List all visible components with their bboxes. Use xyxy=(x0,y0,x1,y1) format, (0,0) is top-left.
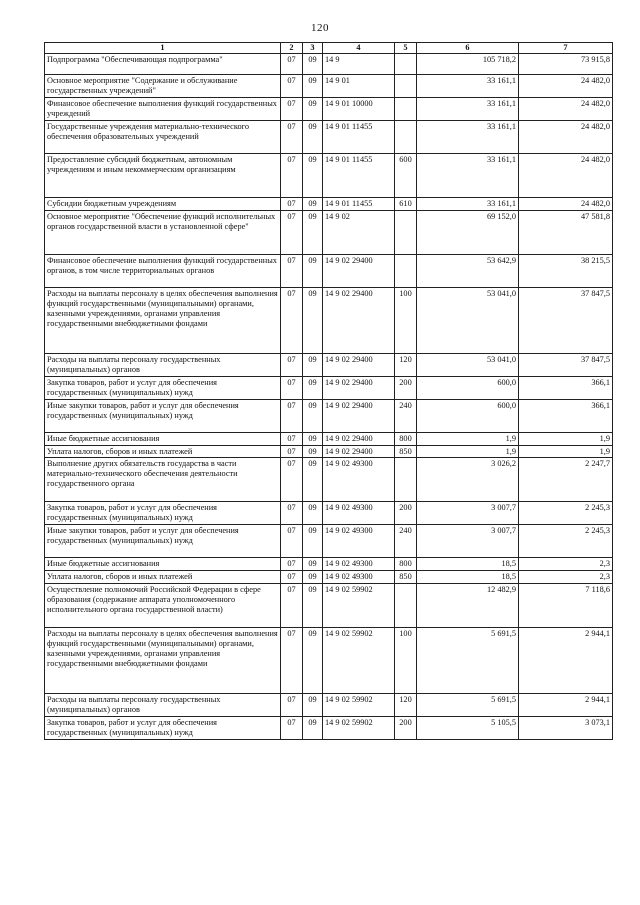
expense-type-code: 610 xyxy=(395,197,417,210)
expense-type-code: 800 xyxy=(395,558,417,571)
amount-col6: 1,9 xyxy=(417,445,519,458)
section-code: 07 xyxy=(281,717,303,740)
target-article-code: 14 9 02 59902 xyxy=(323,717,395,740)
section-code: 07 xyxy=(281,376,303,399)
amount-col7: 1,9 xyxy=(519,432,613,445)
header-row xyxy=(45,43,613,54)
table-row xyxy=(45,525,613,558)
table-row xyxy=(45,54,613,75)
item-name: Расходы на выплаты персоналу государственных (муниципальных) органов xyxy=(45,353,281,376)
table-row xyxy=(45,458,613,502)
expense-type-code: 200 xyxy=(395,376,417,399)
subsection-code: 09 xyxy=(303,54,323,75)
table-row xyxy=(45,210,613,254)
amount-col7: 47 581,8 xyxy=(519,210,613,254)
target-article-code: 14 9 01 11455 xyxy=(323,153,395,197)
expense-type-code: 100 xyxy=(395,628,417,694)
target-article-code: 14 9 02 59902 xyxy=(323,694,395,717)
section-code: 07 xyxy=(281,694,303,717)
amount-col6: 12 482,9 xyxy=(417,584,519,628)
section-code: 07 xyxy=(281,628,303,694)
amount-col6: 53 642,9 xyxy=(417,254,519,287)
expense-type-code xyxy=(395,458,417,502)
item-name: Иные закупки товаров, работ и услуг для обеспечения государственных (муниципальных) нужд xyxy=(45,525,281,558)
subsection-code: 09 xyxy=(303,502,323,525)
section-code: 07 xyxy=(281,399,303,432)
amount-col7: 366,1 xyxy=(519,376,613,399)
item-name: Закупка товаров, работ и услуг для обеспечения государственных (муниципальных) нужд xyxy=(45,717,281,740)
target-article-code: 14 9 01 xyxy=(323,75,395,98)
amount-col7: 2 944,1 xyxy=(519,694,613,717)
item-name: Финансовое обеспечение выполнения функций государственных органов, в том числе территориальных органов xyxy=(45,254,281,287)
item-name: Осуществление полномочий Российской Федерации в сфере образования (содержание аппарата уполномоченного исполнительного органа государственной власти) xyxy=(45,584,281,628)
table-row xyxy=(45,445,613,458)
expense-type-code xyxy=(395,254,417,287)
subsection-code: 09 xyxy=(303,717,323,740)
amount-col6: 33 161,1 xyxy=(417,97,519,120)
subsection-code: 09 xyxy=(303,120,323,153)
item-name: Финансовое обеспечение выполнения функций государственных учреждений xyxy=(45,97,281,120)
amount-col7: 24 482,0 xyxy=(519,120,613,153)
table-row xyxy=(45,399,613,432)
item-name: Государственные учреждения материально-технического обеспечения образовательных учреждений xyxy=(45,120,281,153)
expense-type-code: 800 xyxy=(395,432,417,445)
item-name: Расходы на выплаты персоналу государственных (муниципальных) органов xyxy=(45,694,281,717)
subsection-code: 09 xyxy=(303,197,323,210)
subsection-code: 09 xyxy=(303,432,323,445)
expense-type-code: 120 xyxy=(395,694,417,717)
table-row xyxy=(45,97,613,120)
table-row xyxy=(45,197,613,210)
amount-col6: 600,0 xyxy=(417,376,519,399)
amount-col6: 5 691,5 xyxy=(417,694,519,717)
target-article-code: 14 9 02 59902 xyxy=(323,628,395,694)
target-article-code: 14 9 02 49300 xyxy=(323,502,395,525)
amount-col6: 33 161,1 xyxy=(417,197,519,210)
item-name: Иные закупки товаров, работ и услуг для обеспечения государственных (муниципальных) нужд xyxy=(45,399,281,432)
amount-col7: 2 944,1 xyxy=(519,628,613,694)
amount-col6: 3 007,7 xyxy=(417,525,519,558)
target-article-code: 14 9 02 29400 xyxy=(323,399,395,432)
target-article-code: 14 9 01 10000 xyxy=(323,97,395,120)
section-code: 07 xyxy=(281,120,303,153)
subsection-code: 09 xyxy=(303,97,323,120)
subsection-code: 09 xyxy=(303,75,323,98)
table-row xyxy=(45,584,613,628)
section-code: 07 xyxy=(281,558,303,571)
amount-col6: 3 007,7 xyxy=(417,502,519,525)
expense-type-code: 200 xyxy=(395,502,417,525)
amount-col7: 3 073,1 xyxy=(519,717,613,740)
item-name: Основное мероприятие "Обеспечение функций исполнительных органов государственной власти в установленной сфере" xyxy=(45,210,281,254)
item-name: Расходы на выплаты персоналу в целях обеспечения выполнения функций государственными (муниципальными) органами, казенными учреждениями, органами управления государственными внебюджетными фондами xyxy=(45,628,281,694)
item-name: Подпрограмма "Обеспечивающая подпрограмма" xyxy=(45,54,281,75)
amount-col6: 33 161,1 xyxy=(417,120,519,153)
subsection-code: 09 xyxy=(303,210,323,254)
table-row xyxy=(45,376,613,399)
expense-type-code: 120 xyxy=(395,353,417,376)
table-row xyxy=(45,353,613,376)
expense-type-code xyxy=(395,210,417,254)
item-name: Предоставление субсидий бюджетным, автономным учреждениям и иным некоммерческим организациям xyxy=(45,153,281,197)
table-row xyxy=(45,717,613,740)
table-row xyxy=(45,254,613,287)
subsection-code: 09 xyxy=(303,254,323,287)
item-name: Иные бюджетные ассигнования xyxy=(45,432,281,445)
amount-col6: 53 041,0 xyxy=(417,287,519,353)
amount-col6: 53 041,0 xyxy=(417,353,519,376)
subsection-code: 09 xyxy=(303,445,323,458)
table-row xyxy=(45,628,613,694)
section-code: 07 xyxy=(281,287,303,353)
column-header: 3 xyxy=(303,43,323,54)
item-name: Закупка товаров, работ и услуг для обеспечения государственных (муниципальных) нужд xyxy=(45,376,281,399)
section-code: 07 xyxy=(281,97,303,120)
table-body xyxy=(45,54,613,740)
section-code: 07 xyxy=(281,458,303,502)
section-code: 07 xyxy=(281,502,303,525)
amount-col7: 38 215,5 xyxy=(519,254,613,287)
column-header: 7 xyxy=(519,43,613,54)
expense-type-code: 240 xyxy=(395,525,417,558)
amount-col7: 1,9 xyxy=(519,445,613,458)
column-header: 2 xyxy=(281,43,303,54)
amount-col6: 105 718,2 xyxy=(417,54,519,75)
target-article-code: 14 9 02 29400 xyxy=(323,353,395,376)
section-code: 07 xyxy=(281,584,303,628)
table-row xyxy=(45,287,613,353)
section-code: 07 xyxy=(281,445,303,458)
amount-col6: 5 105,5 xyxy=(417,717,519,740)
page-number: 120 xyxy=(311,22,329,34)
table-row xyxy=(45,558,613,571)
subsection-code: 09 xyxy=(303,525,323,558)
table-row xyxy=(45,571,613,584)
amount-col7: 73 915,8 xyxy=(519,54,613,75)
target-article-code: 14 9 02 xyxy=(323,210,395,254)
budget-table xyxy=(44,42,613,740)
amount-col7: 2 245,3 xyxy=(519,502,613,525)
table-row xyxy=(45,432,613,445)
amount-col7: 366,1 xyxy=(519,399,613,432)
table-row xyxy=(45,502,613,525)
amount-col7: 37 847,5 xyxy=(519,353,613,376)
expense-type-code: 200 xyxy=(395,717,417,740)
expense-type-code: 850 xyxy=(395,445,417,458)
subsection-code: 09 xyxy=(303,353,323,376)
section-code: 07 xyxy=(281,254,303,287)
amount-col7: 2 245,3 xyxy=(519,525,613,558)
amount-col6: 18,5 xyxy=(417,571,519,584)
table-row xyxy=(45,153,613,197)
target-article-code: 14 9 02 59902 xyxy=(323,584,395,628)
item-name: Расходы на выплаты персоналу в целях обеспечения выполнения функций государственными (муниципальными) органами, казенными учреждениями, органами управления государственными внебюджетными фондами xyxy=(45,287,281,353)
section-code: 07 xyxy=(281,210,303,254)
subsection-code: 09 xyxy=(303,628,323,694)
expense-type-code: 600 xyxy=(395,153,417,197)
column-header: 4 xyxy=(323,43,395,54)
expense-type-code: 100 xyxy=(395,287,417,353)
expense-type-code: 850 xyxy=(395,571,417,584)
amount-col6: 600,0 xyxy=(417,399,519,432)
section-code: 07 xyxy=(281,432,303,445)
target-article-code: 14 9 02 49300 xyxy=(323,525,395,558)
amount-col7: 2 247,7 xyxy=(519,458,613,502)
section-code: 07 xyxy=(281,525,303,558)
target-article-code: 14 9 02 29400 xyxy=(323,376,395,399)
expense-type-code xyxy=(395,75,417,98)
amount-col7: 24 482,0 xyxy=(519,75,613,98)
subsection-code: 09 xyxy=(303,458,323,502)
subsection-code: 09 xyxy=(303,376,323,399)
subsection-code: 09 xyxy=(303,399,323,432)
section-code: 07 xyxy=(281,353,303,376)
amount-col7: 37 847,5 xyxy=(519,287,613,353)
subsection-code: 09 xyxy=(303,694,323,717)
subsection-code: 09 xyxy=(303,287,323,353)
expense-type-code: 240 xyxy=(395,399,417,432)
table-row xyxy=(45,75,613,98)
expense-type-code xyxy=(395,54,417,75)
section-code: 07 xyxy=(281,197,303,210)
section-code: 07 xyxy=(281,153,303,197)
target-article-code: 14 9 01 11455 xyxy=(323,197,395,210)
amount-col7: 24 482,0 xyxy=(519,153,613,197)
amount-col6: 33 161,1 xyxy=(417,75,519,98)
amount-col7: 7 118,6 xyxy=(519,584,613,628)
amount-col6: 18,5 xyxy=(417,558,519,571)
target-article-code: 14 9 02 29400 xyxy=(323,287,395,353)
expense-type-code xyxy=(395,97,417,120)
subsection-code: 09 xyxy=(303,558,323,571)
column-header: 6 xyxy=(417,43,519,54)
target-article-code: 14 9 02 49300 xyxy=(323,571,395,584)
section-code: 07 xyxy=(281,75,303,98)
amount-col7: 24 482,0 xyxy=(519,97,613,120)
item-name: Выполнение других обязательств государства в части материально-технического обеспечения деятельности государственного органа xyxy=(45,458,281,502)
item-name: Субсидии бюджетным учреждениям xyxy=(45,197,281,210)
column-header: 1 xyxy=(45,43,281,54)
expense-type-code xyxy=(395,584,417,628)
amount-col6: 33 161,1 xyxy=(417,153,519,197)
subsection-code: 09 xyxy=(303,153,323,197)
target-article-code: 14 9 02 49300 xyxy=(323,458,395,502)
target-article-code: 14 9 02 29400 xyxy=(323,445,395,458)
target-article-code: 14 9 02 29400 xyxy=(323,432,395,445)
item-name: Основное мероприятие "Содержание и обслуживание государственных учреждений" xyxy=(45,75,281,98)
amount-col6: 5 691,5 xyxy=(417,628,519,694)
expense-type-code xyxy=(395,120,417,153)
target-article-code: 14 9 02 29400 xyxy=(323,254,395,287)
amount-col7: 2,3 xyxy=(519,571,613,584)
column-header: 5 xyxy=(395,43,417,54)
section-code: 07 xyxy=(281,571,303,584)
item-name: Уплата налогов, сборов и иных платежей xyxy=(45,571,281,584)
amount-col7: 24 482,0 xyxy=(519,197,613,210)
item-name: Закупка товаров, работ и услуг для обеспечения государственных (муниципальных) нужд xyxy=(45,502,281,525)
amount-col6: 1,9 xyxy=(417,432,519,445)
amount-col6: 69 152,0 xyxy=(417,210,519,254)
target-article-code: 14 9 01 11455 xyxy=(323,120,395,153)
subsection-code: 09 xyxy=(303,571,323,584)
target-article-code: 14 9 xyxy=(323,54,395,75)
section-code: 07 xyxy=(281,54,303,75)
table-row xyxy=(45,694,613,717)
amount-col6: 3 026,2 xyxy=(417,458,519,502)
subsection-code: 09 xyxy=(303,584,323,628)
table-row xyxy=(45,120,613,153)
target-article-code: 14 9 02 49300 xyxy=(323,558,395,571)
item-name: Иные бюджетные ассигнования xyxy=(45,558,281,571)
amount-col7: 2,3 xyxy=(519,558,613,571)
item-name: Уплата налогов, сборов и иных платежей xyxy=(45,445,281,458)
